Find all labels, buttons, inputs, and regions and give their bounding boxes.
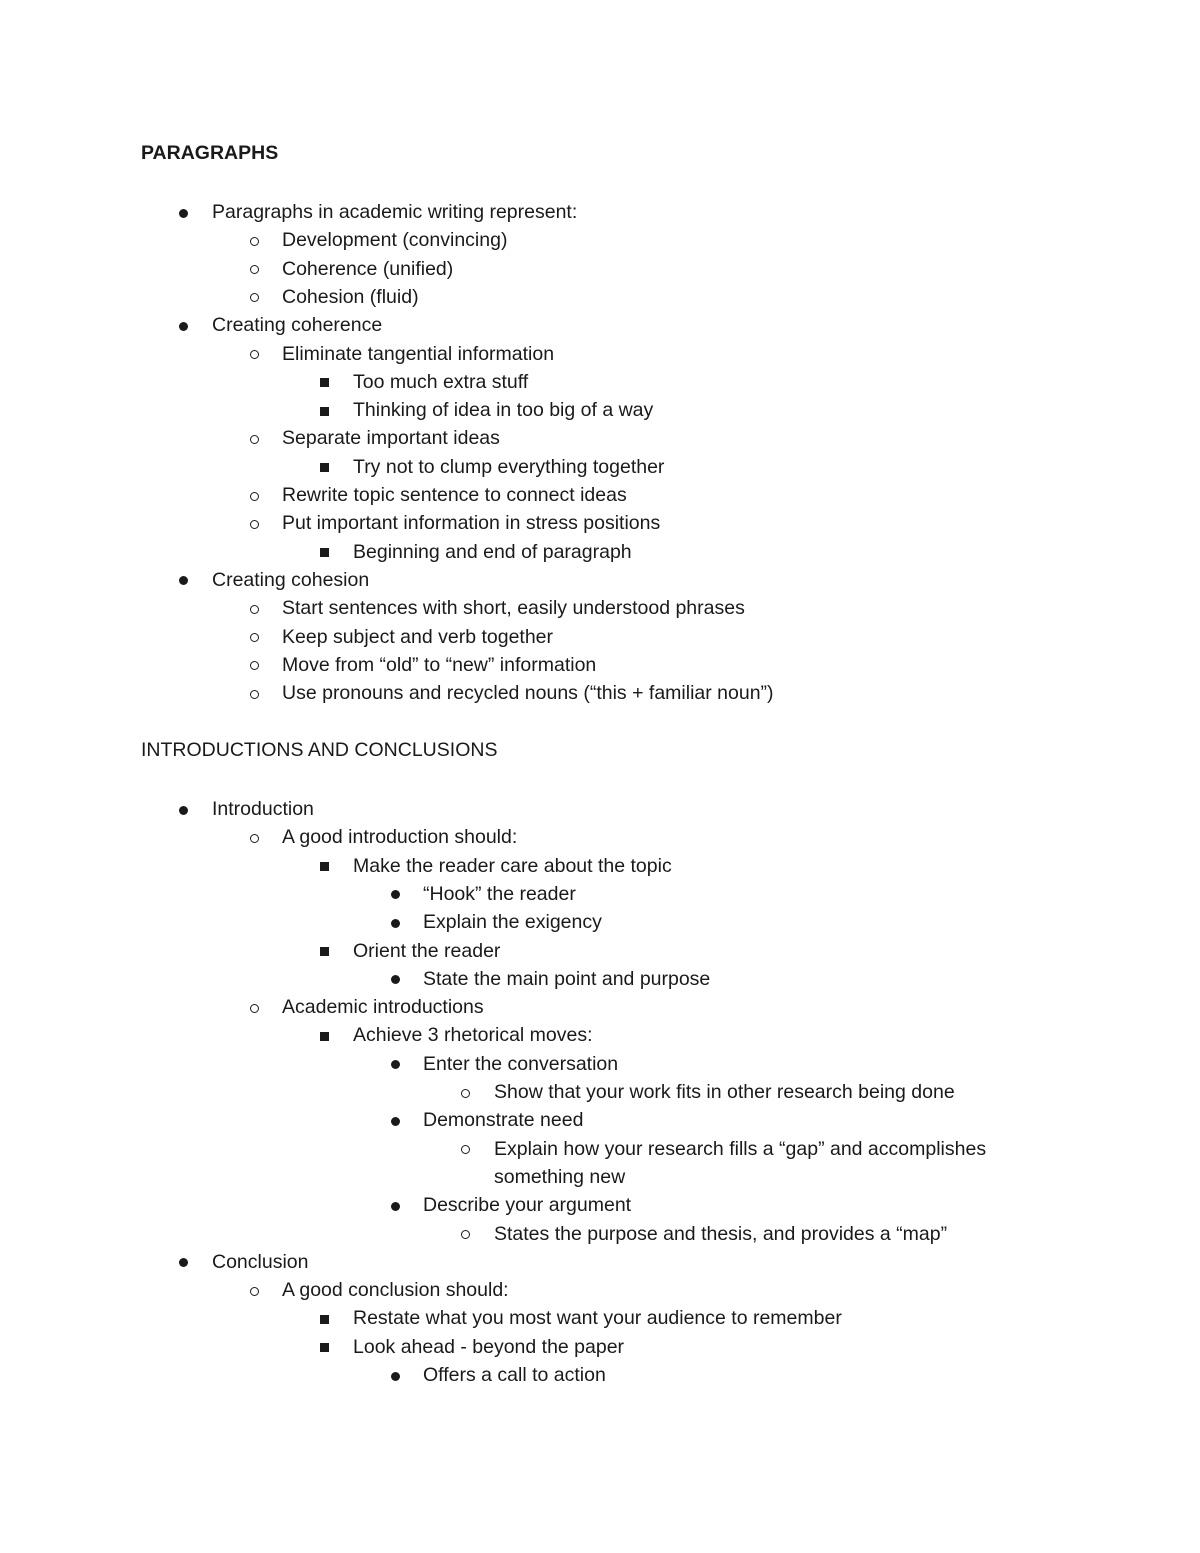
- list-item: something new: [494, 1165, 626, 1188]
- list-item: Coherence (unified): [282, 257, 454, 280]
- bullet-square-icon: [320, 463, 329, 472]
- list-item: Creating cohesion: [212, 568, 370, 591]
- list-item: Offers a call to action: [423, 1364, 606, 1386]
- section-heading-introductions-conclusions: INTRODUCTIONS AND CONCLUSIONS: [141, 739, 498, 761]
- list-item: Conclusion: [212, 1250, 309, 1273]
- bullet-circle-icon: [461, 1230, 470, 1239]
- list-item: Development (convincing): [282, 229, 508, 252]
- list-item: Show that your work fits in other research being done: [494, 1081, 955, 1103]
- list-item: States the purpose and thesis, and provides a “map”: [494, 1222, 948, 1245]
- bullet-circle-icon: [250, 633, 259, 642]
- bullet-square-icon: [320, 1032, 329, 1041]
- bullet-circle-icon: [250, 435, 259, 444]
- list-item: Use pronouns and recycled nouns (“this + familiar noun”): [282, 682, 774, 705]
- list-item: Enter the conversation: [423, 1052, 619, 1075]
- list-item: Achieve 3 rhetorical moves:: [353, 1024, 593, 1047]
- list-item: Try not to clump everything together: [353, 455, 665, 478]
- bullet-circle-icon: [250, 237, 259, 246]
- list-item: Too much extra stuff: [353, 370, 529, 393]
- list-item: Cohesion (fluid): [282, 285, 419, 308]
- list-item: Demonstrate need: [423, 1109, 584, 1132]
- bullet-square-icon: [320, 548, 329, 557]
- bullet-circle-icon: [250, 293, 259, 302]
- bullet-square-icon: [320, 1343, 329, 1352]
- list-item: Describe your argument: [423, 1194, 632, 1217]
- bullet-disc-icon: [179, 1258, 188, 1267]
- list-item: Put important information in stress positions: [282, 512, 661, 535]
- list-item: Academic introductions: [282, 996, 484, 1019]
- list-item: Keep subject and verb together: [282, 625, 554, 648]
- bullet-square-icon: [320, 862, 329, 871]
- bullet-circle-icon: [250, 1287, 259, 1296]
- list-item: Start sentences with short, easily understood phrases: [282, 597, 745, 620]
- bullet-circle-icon: [250, 661, 259, 670]
- bullet-circle-icon: [250, 492, 259, 501]
- bullet-square-icon: [320, 947, 329, 956]
- bullet-disc-icon: [179, 322, 188, 331]
- list-item: State the main point and purpose: [423, 967, 711, 990]
- bullet-circle-icon: [250, 265, 259, 274]
- list-item: A good conclusion should:: [282, 1279, 509, 1302]
- list-item: Explain the exigency: [423, 911, 602, 934]
- list-item: Paragraphs in academic writing represent:: [212, 201, 578, 223]
- bullet-circle-icon: [250, 605, 259, 614]
- list-item: Introduction: [212, 798, 314, 820]
- list-item: Rewrite topic sentence to connect ideas: [282, 484, 627, 506]
- bullet-circle-icon: [250, 350, 259, 359]
- bullet-disc-icon: [179, 209, 188, 218]
- list-item: Eliminate tangential information: [282, 342, 555, 365]
- bullet-disc-icon: [391, 919, 400, 928]
- bullet-circle-icon: [461, 1089, 470, 1098]
- list-item: Restate what you most want your audience to remember: [353, 1307, 842, 1330]
- list-item: Beginning and end of paragraph: [353, 540, 632, 563]
- list-item: Make the reader care about the topic: [353, 854, 672, 877]
- list-item: Thinking of idea in too big of a way: [353, 399, 654, 422]
- section-heading-paragraphs: PARAGRAPHS: [141, 142, 279, 164]
- list-item: Explain how your research fills a “gap” and accomplishes: [494, 1137, 987, 1160]
- list-item: A good introduction should:: [282, 826, 518, 849]
- bullet-circle-icon: [250, 834, 259, 843]
- bullet-disc-icon: [179, 576, 188, 585]
- bullet-circle-icon: [461, 1145, 470, 1154]
- list-item: “Hook” the reader: [423, 882, 576, 905]
- bullet-square-icon: [320, 1315, 329, 1324]
- bullet-disc-icon: [391, 1372, 400, 1381]
- bullet-disc-icon: [391, 890, 400, 899]
- list-item: Move from “old” to “new” information: [282, 653, 597, 676]
- bullet-disc-icon: [391, 1202, 400, 1211]
- bullet-square-icon: [320, 378, 329, 387]
- list-item: Separate important ideas: [282, 427, 500, 450]
- bullet-disc-icon: [391, 1117, 400, 1126]
- bullet-disc-icon: [391, 1060, 400, 1069]
- bullet-circle-icon: [250, 690, 259, 699]
- list-item: Orient the reader: [353, 939, 501, 962]
- bullet-square-icon: [320, 407, 329, 416]
- list-item: Look ahead - beyond the paper: [353, 1335, 625, 1358]
- bullet-disc-icon: [179, 806, 188, 815]
- list-item: Creating coherence: [212, 314, 383, 337]
- bullet-circle-icon: [250, 520, 259, 529]
- bullet-circle-icon: [250, 1004, 259, 1013]
- bullet-disc-icon: [391, 975, 400, 984]
